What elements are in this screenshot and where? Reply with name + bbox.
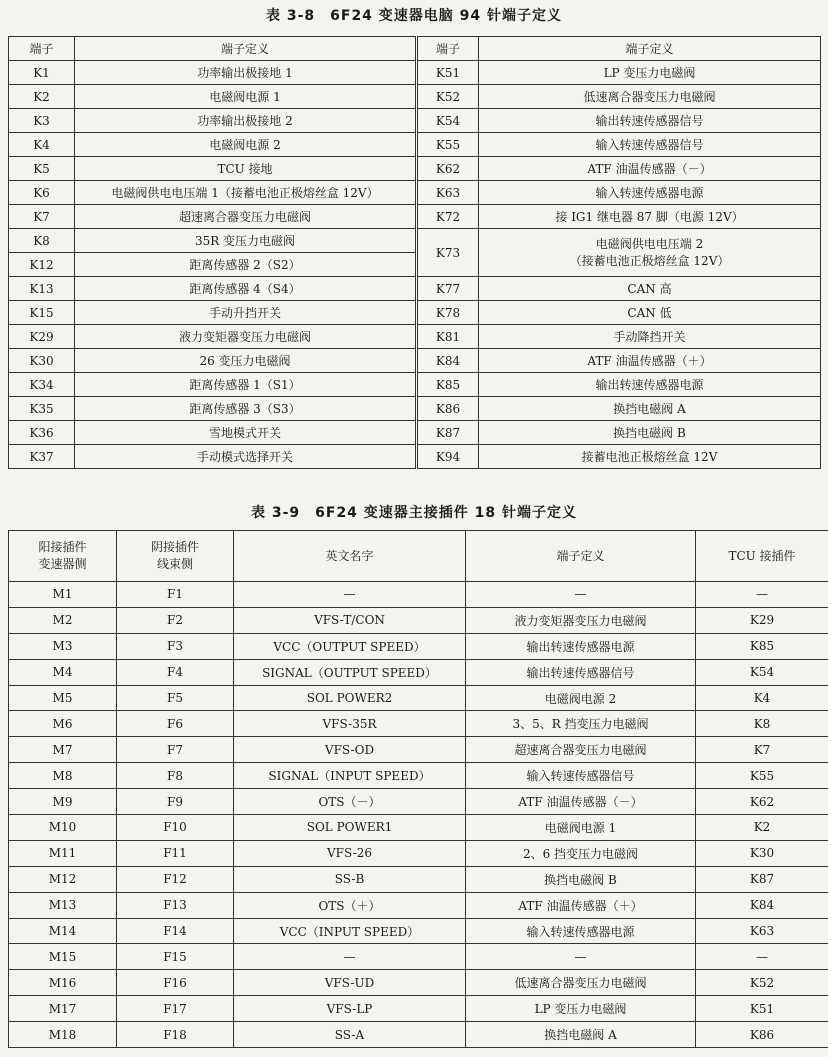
pin-cell: K81 xyxy=(417,325,479,349)
tcu-pin: K84 xyxy=(696,892,828,918)
tcu-pin: K8 xyxy=(696,711,828,737)
definition-cell: 距离传感器 3（S3） xyxy=(75,397,417,421)
table-row xyxy=(9,840,828,866)
pin-cell: K87 xyxy=(417,421,479,445)
english-name: — xyxy=(234,582,466,608)
definition-cell: 26 变压力电磁阀 xyxy=(75,349,417,373)
table-row xyxy=(9,892,828,918)
male-pin: M14 xyxy=(9,918,117,944)
definition-cell: 功率输出极接地 1 xyxy=(75,61,417,85)
header-pin: 端子 xyxy=(417,37,479,61)
male-pin: M16 xyxy=(9,970,117,996)
female-pin: F6 xyxy=(117,711,234,737)
definition-cell: 换挡电磁阀 A xyxy=(479,397,821,421)
table-row xyxy=(9,737,828,763)
english-name: VFS-T/CON xyxy=(234,607,466,633)
definition-cell: 电磁阀供电电压端 1（接蓄电池正极熔丝盒 12V） xyxy=(75,181,417,205)
pin-cell: K3 xyxy=(9,109,75,133)
english-name: SIGNAL（OUTPUT SPEED） xyxy=(234,659,466,685)
male-pin: M10 xyxy=(9,815,117,841)
pin-cell: K29 xyxy=(9,325,75,349)
tcu-pin: K86 xyxy=(696,1022,828,1048)
tcu-pin: K30 xyxy=(696,840,828,866)
table-row xyxy=(9,996,828,1022)
english-name: SOL POWER1 xyxy=(234,815,466,841)
header-female-connector xyxy=(117,531,234,582)
definition-cell: 超速离合器变压力电磁阀 xyxy=(466,737,696,763)
table-row xyxy=(9,633,828,659)
definition-cell: ATF 油温传感器（－） xyxy=(466,789,696,815)
definition-cell: 换挡电磁阀 B xyxy=(479,421,821,445)
male-pin: M7 xyxy=(9,737,117,763)
definition-cell: ATF 油温传感器（＋） xyxy=(479,349,821,373)
definition-cell: 输入转速传感器信号 xyxy=(479,133,821,157)
definition-cell: 液力变矩器变压力电磁阀 xyxy=(466,607,696,633)
definition-cell: 低速离合器变压力电磁阀 xyxy=(466,970,696,996)
table-row xyxy=(9,397,821,421)
male-pin: M5 xyxy=(9,685,117,711)
table-row xyxy=(9,711,828,737)
header-pin: 端子 xyxy=(9,37,75,61)
definition-cell: TCU 接地 xyxy=(75,157,417,181)
female-pin: F4 xyxy=(117,659,234,685)
pin-cell: K1 xyxy=(9,61,75,85)
male-pin: M1 xyxy=(9,582,117,608)
pin-cell: K84 xyxy=(417,349,479,373)
definition-cell: 液力变矩器变压力电磁阀 xyxy=(75,325,417,349)
english-name: SS-A xyxy=(234,1022,466,1048)
female-pin: F13 xyxy=(117,892,234,918)
definition-cell: 功率输出极接地 2 xyxy=(75,109,417,133)
definition-cell: 3、5、R 挡变压力电磁阀 xyxy=(466,711,696,737)
male-pin: M6 xyxy=(9,711,117,737)
table-row xyxy=(9,229,821,253)
male-pin: M17 xyxy=(9,996,117,1022)
male-pin: M8 xyxy=(9,763,117,789)
pin-cell: K37 xyxy=(9,445,75,469)
table-row xyxy=(9,301,821,325)
table-row xyxy=(9,373,821,397)
male-pin: M12 xyxy=(9,866,117,892)
definition-cell: — xyxy=(466,582,696,608)
definition-cell xyxy=(479,229,821,277)
table-row xyxy=(9,205,821,229)
header-line: 线束侧 xyxy=(156,557,193,571)
pin-cell: K12 xyxy=(9,253,75,277)
pin-cell: K52 xyxy=(417,85,479,109)
english-name: VFS-35R xyxy=(234,711,466,737)
definition-cell: 接 IG1 继电器 87 脚（电源 12V） xyxy=(479,205,821,229)
pin-cell: K36 xyxy=(9,421,75,445)
male-pin: M13 xyxy=(9,892,117,918)
female-pin: F7 xyxy=(117,737,234,763)
header-line: 阴接插件 xyxy=(150,540,199,554)
tcu-pin: K29 xyxy=(696,607,828,633)
definition-line: 电磁阀供电电压端 2 xyxy=(595,236,704,251)
pin-cell: K62 xyxy=(417,157,479,181)
definition-cell: 距离传感器 2（S2） xyxy=(75,253,417,277)
definition-cell: 电磁阀电源 2 xyxy=(466,685,696,711)
female-pin: F17 xyxy=(117,996,234,1022)
definition-cell: 输入转速传感器电源 xyxy=(466,918,696,944)
tcu-pin: — xyxy=(696,944,828,970)
tcu-pin: K87 xyxy=(696,866,828,892)
table-row xyxy=(9,181,821,205)
female-pin: F18 xyxy=(117,1022,234,1048)
definition-cell: CAN 低 xyxy=(479,301,821,325)
tcu-pin: K2 xyxy=(696,815,828,841)
definition-cell: 电磁阀电源 1 xyxy=(466,815,696,841)
definition-cell: 超速离合器变压力电磁阀 xyxy=(75,205,417,229)
header-line: 阳接插件 xyxy=(38,540,87,554)
male-pin: M9 xyxy=(9,789,117,815)
definition-cell: 换挡电磁阀 B xyxy=(466,866,696,892)
table-header-row xyxy=(9,37,821,61)
tcu-pin: K54 xyxy=(696,659,828,685)
table-row xyxy=(9,157,821,181)
table-row xyxy=(9,349,821,373)
table-row xyxy=(9,607,828,633)
pin-cell: K86 xyxy=(417,397,479,421)
female-pin: F5 xyxy=(117,685,234,711)
pin-cell: K54 xyxy=(417,109,479,133)
table-row xyxy=(9,815,828,841)
table-row xyxy=(9,659,828,685)
pin-cell: K78 xyxy=(417,301,479,325)
header-definition: 端子定义 xyxy=(75,37,417,61)
definition-line: （接蓄电池正极熔丝盒 12V） xyxy=(569,253,730,268)
definition-cell: 输出转速传感器信号 xyxy=(479,109,821,133)
english-name: SS-B xyxy=(234,866,466,892)
table-row xyxy=(9,970,828,996)
male-pin: M4 xyxy=(9,659,117,685)
tcu-pin: K62 xyxy=(696,789,828,815)
table-row xyxy=(9,944,828,970)
pin-cell: K15 xyxy=(9,301,75,325)
definition-cell: 手动升挡开关 xyxy=(75,301,417,325)
definition-cell: CAN 高 xyxy=(479,277,821,301)
tcu-pin: K55 xyxy=(696,763,828,789)
definition-cell: 电磁阀电源 1 xyxy=(75,85,417,109)
table-row xyxy=(9,85,821,109)
definition-cell: 接蓄电池正极熔丝盒 12V xyxy=(479,445,821,469)
table-row xyxy=(9,763,828,789)
english-name: VFS-LP xyxy=(234,996,466,1022)
table2-title: 表 3-9 6F24 变速器主接插件 18 针端子定义 xyxy=(250,505,578,521)
definition-cell: 手动模式选择开关 xyxy=(75,445,417,469)
pin-cell: K8 xyxy=(9,229,75,253)
tcu-pin: K85 xyxy=(696,633,828,659)
definition-cell: 雪地模式开关 xyxy=(75,421,417,445)
header-english-name: 英文名字 xyxy=(234,531,466,582)
pin-cell: K13 xyxy=(9,277,75,301)
pin-cell: K6 xyxy=(9,181,75,205)
definition-cell: 距离传感器 1（S1） xyxy=(75,373,417,397)
male-pin: M18 xyxy=(9,1022,117,1048)
definition-cell: 低速离合器变压力电磁阀 xyxy=(479,85,821,109)
female-pin: F15 xyxy=(117,944,234,970)
pin-cell: K94 xyxy=(417,445,479,469)
definition-cell: 输出转速传感器电源 xyxy=(479,373,821,397)
female-pin: F12 xyxy=(117,866,234,892)
female-pin: F1 xyxy=(117,582,234,608)
table-row xyxy=(9,1022,828,1048)
table-row xyxy=(9,61,821,85)
english-name: VCC（INPUT SPEED） xyxy=(234,918,466,944)
english-name: OTS（＋） xyxy=(234,892,466,918)
tcu-pin: K7 xyxy=(696,737,828,763)
tcu-pin: K51 xyxy=(696,996,828,1022)
table-row xyxy=(9,685,828,711)
pin-cell: K77 xyxy=(417,277,479,301)
pin-cell: K55 xyxy=(417,133,479,157)
definition-cell: 手动降挡开关 xyxy=(479,325,821,349)
definition-cell: 输入转速传感器信号 xyxy=(466,763,696,789)
table-row xyxy=(9,109,821,133)
tcu-pin: K63 xyxy=(696,918,828,944)
tcu-pin: — xyxy=(696,582,828,608)
female-pin: F8 xyxy=(117,763,234,789)
definition-cell: LP 变压力电磁阀 xyxy=(479,61,821,85)
definition-cell: 换挡电磁阀 A xyxy=(466,1022,696,1048)
english-name: VFS-UD xyxy=(234,970,466,996)
pin-cell: K2 xyxy=(9,85,75,109)
female-pin: F16 xyxy=(117,970,234,996)
english-name: VFS-26 xyxy=(234,840,466,866)
header-definition: 端子定义 xyxy=(466,531,696,582)
english-name: VFS-OD xyxy=(234,737,466,763)
definition-cell: ATF 油温传感器（＋） xyxy=(466,892,696,918)
english-name: OTS（－） xyxy=(234,789,466,815)
definition-cell: — xyxy=(466,944,696,970)
table-header-row xyxy=(9,531,828,582)
female-pin: F14 xyxy=(117,918,234,944)
table-row xyxy=(9,445,821,469)
female-pin: F3 xyxy=(117,633,234,659)
definition-cell: 电磁阀电源 2 xyxy=(75,133,417,157)
pin-cell: K85 xyxy=(417,373,479,397)
female-pin: F2 xyxy=(117,607,234,633)
tcu-pin: K4 xyxy=(696,685,828,711)
english-name: VCC（OUTPUT SPEED） xyxy=(234,633,466,659)
table1-title: 表 3-8 6F24 变速器电脑 94 针端子定义 xyxy=(265,8,563,24)
header-male-connector xyxy=(9,531,117,582)
pin-cell: K30 xyxy=(9,349,75,373)
pin-cell: K72 xyxy=(417,205,479,229)
english-name: — xyxy=(234,944,466,970)
pin-cell: K7 xyxy=(9,205,75,229)
female-pin: F10 xyxy=(117,815,234,841)
header-line: 变速器侧 xyxy=(38,557,87,571)
male-pin: M11 xyxy=(9,840,117,866)
pin-cell: K51 xyxy=(417,61,479,85)
pin-cell: K35 xyxy=(9,397,75,421)
definition-cell: 输出转速传感器信号 xyxy=(466,659,696,685)
definition-cell: 输入转速传感器电源 xyxy=(479,181,821,205)
header-tcu-connector: TCU 接插件 xyxy=(696,531,828,582)
table-row xyxy=(9,421,821,445)
table-row xyxy=(9,918,828,944)
table-row xyxy=(9,277,821,301)
definition-cell: 距离传感器 4（S4） xyxy=(75,277,417,301)
pin-cell: K34 xyxy=(9,373,75,397)
table-row xyxy=(9,866,828,892)
female-pin: F11 xyxy=(117,840,234,866)
table-row xyxy=(9,789,828,815)
pin-cell: K5 xyxy=(9,157,75,181)
male-pin: M15 xyxy=(9,944,117,970)
definition-cell: LP 变压力电磁阀 xyxy=(466,996,696,1022)
definition-cell: 输出转速传感器电源 xyxy=(466,633,696,659)
tcu-pin: K52 xyxy=(696,970,828,996)
pin-cell: K63 xyxy=(417,181,479,205)
english-name: SIGNAL（INPUT SPEED） xyxy=(234,763,466,789)
table-row xyxy=(9,582,828,608)
male-pin: M2 xyxy=(9,607,117,633)
definition-cell: 35R 变压力电磁阀 xyxy=(75,229,417,253)
english-name: SOL POWER2 xyxy=(234,685,466,711)
table-row xyxy=(9,325,821,349)
definition-cell: 2、6 挡变压力电磁阀 xyxy=(466,840,696,866)
table-18-pin-connector xyxy=(8,530,828,1048)
male-pin: M3 xyxy=(9,633,117,659)
female-pin: F9 xyxy=(117,789,234,815)
table-row xyxy=(9,133,821,157)
definition-cell: ATF 油温传感器（－） xyxy=(479,157,821,181)
table-94-pin-definitions xyxy=(8,36,821,469)
header-definition: 端子定义 xyxy=(479,37,821,61)
pin-cell: K4 xyxy=(9,133,75,157)
pin-cell: K73 xyxy=(417,229,479,277)
